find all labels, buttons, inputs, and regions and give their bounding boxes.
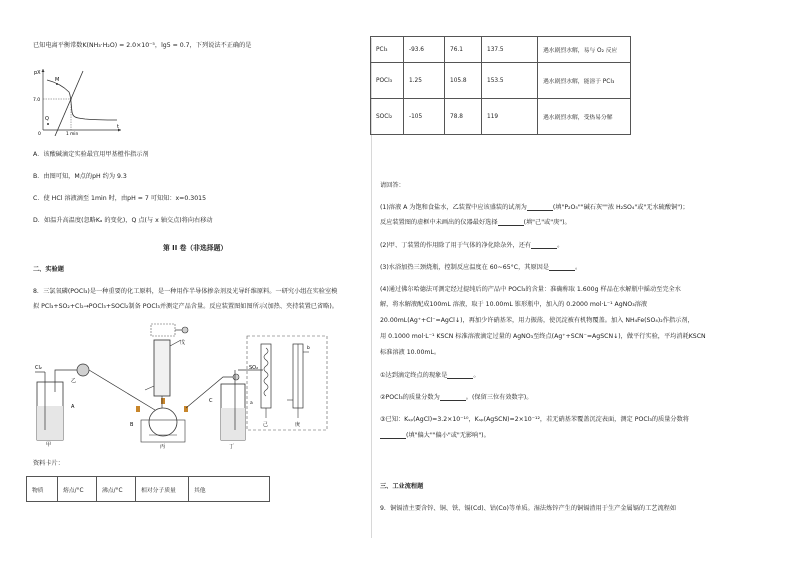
table-row [371, 63, 631, 99]
table-cell: -105 [404, 99, 445, 135]
answer-blank[interactable] [447, 372, 473, 379]
header-cell: 其他 [189, 477, 270, 502]
cl2-label: Cl₂ [35, 365, 42, 371]
q2-line: (2)甲、丁装置的作用除了用于气体的净化除杂外，还有 。 [380, 242, 564, 249]
label-a-small: a [250, 401, 253, 406]
q4c-line-1: ③已知：Kₛₚ(AgCl)=3.2×10⁻¹⁰，Kₛₚ(AgSCN)=2×10⁻¹²，若无硝基苯覆盖沉淀表面，测定 POCl₃的质量分数将 [380, 416, 689, 423]
table-cell: 119 [482, 99, 538, 135]
section-experiment-title: 二、实验题 [33, 266, 64, 273]
y-axis-label: pX [34, 70, 41, 76]
q4-line-4: 用 0.1000 mol·L⁻¹ KSCN 标准溶液滴定过量的 AgNO₃至终点(Ag⁺+SCN⁻=AgSCN↓)，做平行实验，平均消耗KSCN [380, 333, 706, 340]
table-row [371, 37, 631, 63]
three-neck-flask [149, 408, 177, 436]
stopper-center [161, 398, 165, 404]
label-jia: 甲 [46, 442, 52, 448]
label-c: C [209, 398, 213, 404]
options-frame [247, 336, 327, 430]
table-cell: 105.8 [445, 63, 482, 99]
question-intro: 已知电离平衡常数K(NH₃·H₂O) = 2.0×10⁻⁵，lg5 = 0.7，下列说法不正确的是 [33, 42, 252, 49]
q4a-line: ①达到滴定终点的现象是 。 [380, 372, 480, 379]
label-geng: 庚 [295, 422, 301, 428]
q4-line-5: 标准溶液 10.00mL。 [380, 349, 441, 356]
table-cell: 153.5 [482, 63, 538, 99]
label-b-small: b [307, 346, 310, 351]
bottle-jia-liquid [37, 406, 63, 440]
q4c-line-2: (填"偏大""偏小"或"无影响")。 [380, 430, 490, 439]
water-bath [141, 420, 185, 442]
section-process-title: 三、工业流程题 [380, 483, 424, 490]
label-b: B [130, 422, 134, 428]
condenser-ji [261, 344, 271, 408]
apparatus-diagram [33, 322, 333, 452]
drying-tube-yi [77, 364, 89, 376]
table-cell: -93.6 [404, 37, 445, 63]
header-cell: 熔点/°C [58, 477, 97, 502]
y-tick-label: 7.0 [33, 98, 41, 103]
answer-prompt: 请回答： [380, 182, 405, 189]
drying-tube-wu [182, 327, 188, 333]
label-wu: 戊 [180, 340, 186, 346]
label-ding: 丁 [229, 444, 235, 450]
table-cell: 137.5 [482, 37, 538, 63]
q-label: Q [45, 116, 49, 122]
header-cell: 物质 [27, 477, 58, 502]
option-d: D．如温升高温度(忽略Kₐ 的变化)，Q 点(与 x 轴交点)将向右移动 [33, 217, 213, 224]
label-bing: 丙 [160, 444, 166, 450]
info-table-header [26, 476, 270, 502]
q4-line-2: 解，将水解液配成100mL 溶液，取于 10.00mL 锥形瓶中，加入的 0.2000 mol·L⁻¹ AgNO₃溶液 [380, 301, 648, 308]
x-axis-label: t [117, 124, 119, 130]
table-cell: 76.1 [445, 37, 482, 63]
unshown-instrument-box [151, 324, 175, 336]
table-cell: 遇水剧烈水解，受热易分解 [538, 99, 631, 135]
table-cell: SOCl₂ [371, 99, 404, 135]
option-b: B．由图可知，M点的pH 约为 9.3 [33, 173, 127, 180]
answer-blank[interactable] [380, 432, 406, 439]
q4-line-3: 20.00mL(Ag⁺+Cl⁻=AgCl↓)，再加少许硝基苯，用力振荡，使沉淀被有机物覆盖。加入 NH₄Fe(SO₄)₂作指示剂， [380, 317, 694, 324]
answer-blank[interactable] [549, 264, 575, 271]
point-q [47, 123, 49, 125]
q1-line-2: 反应装置图的虚框中未画出的仪器最好选择 (填"己"或"庚")。 [380, 219, 571, 226]
m-label: M [55, 77, 60, 83]
table-cell: 遇水剧烈水解，能溶于 PCl₃ [538, 63, 631, 99]
table-cell: POCl₃ [371, 63, 404, 99]
substance-data-table [370, 36, 631, 135]
bottle-ding-liquid [221, 408, 245, 440]
x-tick-label: 1 min [66, 132, 79, 136]
header-cell: 沸点/°C [97, 477, 136, 502]
table-cell: 遇水剧烈水解，易与 O₂ 反应 [538, 37, 631, 63]
stopper-left [136, 406, 140, 412]
answer-blank[interactable] [527, 204, 553, 211]
titration-curve-graph [33, 66, 125, 136]
option-c: C．使 HCl 溶液滴至 1min 时，由pH = 7 可知知：x=0.3015 [33, 195, 207, 202]
condenser-wu [154, 340, 170, 396]
label-yi: 乙 [71, 378, 77, 384]
q4b-line: ②POCl₃的质量分数为 。(保留三位有效数字)。 [380, 394, 533, 401]
table-cell: 78.8 [445, 99, 482, 135]
table-cell: 1.25 [404, 63, 445, 99]
y-axis-arrow [42, 69, 45, 72]
q8-line-2: 拟 PCl₃+SO₂+Cl₂→POCl₃+SOCl₂制备 POCl₃并测定产品含量。反应装置图如图所示(加热、夹持装置已省略)。 [33, 303, 338, 310]
q1-line-1: (1)溶液 A 为饱和食盐水，乙装置中应该盛装的试剂为 (填"P₂O₅""碱石灰""浓 H₂SO₄"或"无水硫酸铜")； [380, 204, 689, 211]
label-a: A [71, 404, 75, 410]
q8-line-1: 8．三氯氧磷(POCl₃)是一种重要的化工原料，是一种用作半导体掺杂剂及光导纤维原料。一研究小组在实验室模 [33, 288, 338, 295]
q9-line: 9．铜镉渣主要含锌、铜、铁、镉(Cd)、钴(Co)等单质。湿法炼锌产生的铜镉渣用于生产金属镉的工艺流程如 [380, 505, 677, 512]
q3-line: (3)水浴加热三颈烧瓶，控制反应温度在 60~65°C，其原因是 。 [380, 264, 582, 271]
answer-blank[interactable] [498, 219, 524, 226]
answer-blank[interactable] [531, 242, 557, 249]
answer-blank[interactable] [440, 394, 466, 401]
so2-label: SO₂ [249, 365, 259, 371]
table-cell: PCl₃ [371, 37, 404, 63]
table-row [371, 99, 631, 135]
option-a: A．该酸碱滴定实验最宜用甲基橙作指示剂 [33, 151, 149, 158]
header-cell: 相对分子质量 [136, 477, 189, 502]
info-card-label: 资料卡片： [33, 460, 64, 467]
volume-title: 第 II 卷（非选择题） [163, 244, 228, 252]
label-ji: 己 [263, 422, 269, 428]
jia-to-yi-tube [55, 370, 77, 378]
ph-curve [47, 80, 117, 120]
origin-label: 0 [38, 132, 41, 136]
q4-line-1: (4)通过佛尔哈德法可测定经过提纯后的产品中 POCl₃的含量：准确称取 1.600g 样品在水解瓶中摇动至完全水 [380, 286, 681, 293]
point-m [56, 83, 58, 85]
